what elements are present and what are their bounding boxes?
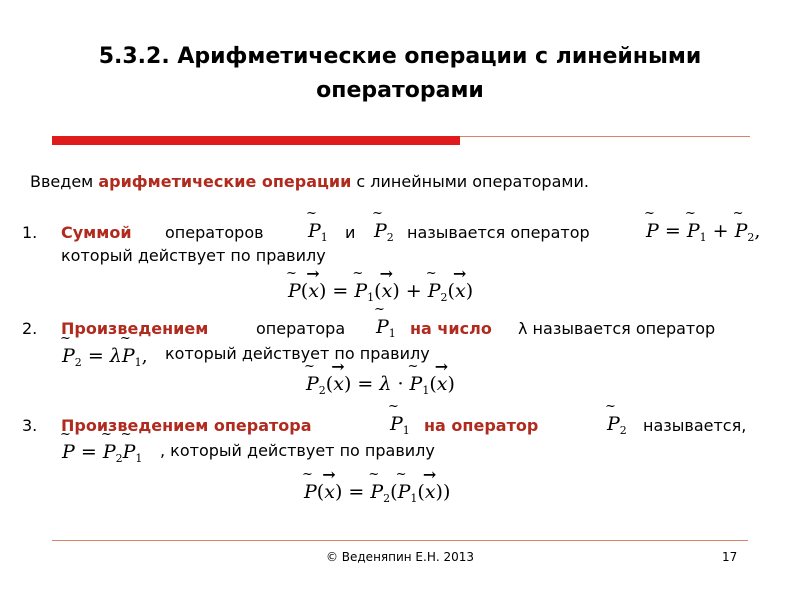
item-2-lead-2: на число: [410, 319, 492, 338]
item-3-number: 3.: [22, 416, 38, 435]
item-3-operator-p1: ~ $P_1$: [390, 413, 410, 437]
item-1-sum-definition: ~ P = ~ $P_1$ + ~ $P_2$,: [646, 220, 760, 244]
item-2-rule-formula: ~ $P_2(\to x) = \lambda$ · ~ $P_1(\to x)$: [306, 373, 455, 397]
item-2-number: 2.: [22, 319, 38, 338]
item-1-text-1: операторов: [165, 223, 264, 242]
intro-highlight: арифметические операции: [98, 172, 352, 191]
item-3-composition-definition: ~ P = ~ $P_2\sim$ $P_1$: [62, 441, 142, 465]
footer-divider: [52, 540, 748, 541]
item-1-lead: Суммой: [61, 223, 132, 242]
item-2-product-definition: ~ $P_2$ = λ~ $P_1$,: [62, 345, 148, 369]
item-2-lead: Произведением: [61, 319, 209, 338]
slide-title: [40, 40, 760, 108]
item-3-lead: Произведением оператора: [61, 416, 312, 435]
item-1-operator-p2: ~ $P_2$: [374, 220, 394, 244]
item-2-text-2: λ называется оператор: [518, 319, 716, 338]
item-3-text-1: называется,: [643, 416, 747, 435]
item-3-lead-2: на оператор: [424, 416, 539, 435]
item-2-operator-p1: ~ $P_1$: [376, 316, 396, 340]
title-underline-accent: [52, 136, 460, 145]
item-3-rule-formula: ~ P(→ x) = ~ $P_2(\sim$ $P_1(\to x)$): [304, 481, 450, 505]
item-2-text-1: оператора: [256, 319, 346, 338]
item-2-text-3: который действует по правилу: [165, 344, 430, 363]
item-1-text-2: и: [345, 223, 356, 242]
page-number: 17: [722, 550, 738, 564]
item-1-text-4: который действует по правилу: [61, 246, 326, 265]
item-3-operator-p2: ~ $P_2$: [607, 413, 627, 437]
title-underline-thin: [460, 136, 750, 137]
item-1-operator-p1: ~ $P_1$: [308, 220, 328, 244]
intro-sentence: [30, 172, 589, 191]
intro-before: Введем: [30, 172, 99, 191]
item-1-rule-formula: ~ P(→ x) = ~ $P_1(\to x)$ + ~ $P_2(\to x)$: [288, 280, 473, 304]
title-line-2: операторами: [316, 78, 484, 103]
title-line-1: 5.3.2. Арифметические операции с линейными: [98, 44, 702, 69]
footer-copyright: © Веденяпин Е.Н. 2013: [325, 550, 475, 564]
item-1-text-3: называется оператор: [407, 223, 590, 242]
item-1-number: 1.: [22, 223, 38, 242]
item-3-text-2: , который действует по правилу: [160, 441, 435, 460]
intro-after: с линейными операторами.: [351, 172, 589, 191]
